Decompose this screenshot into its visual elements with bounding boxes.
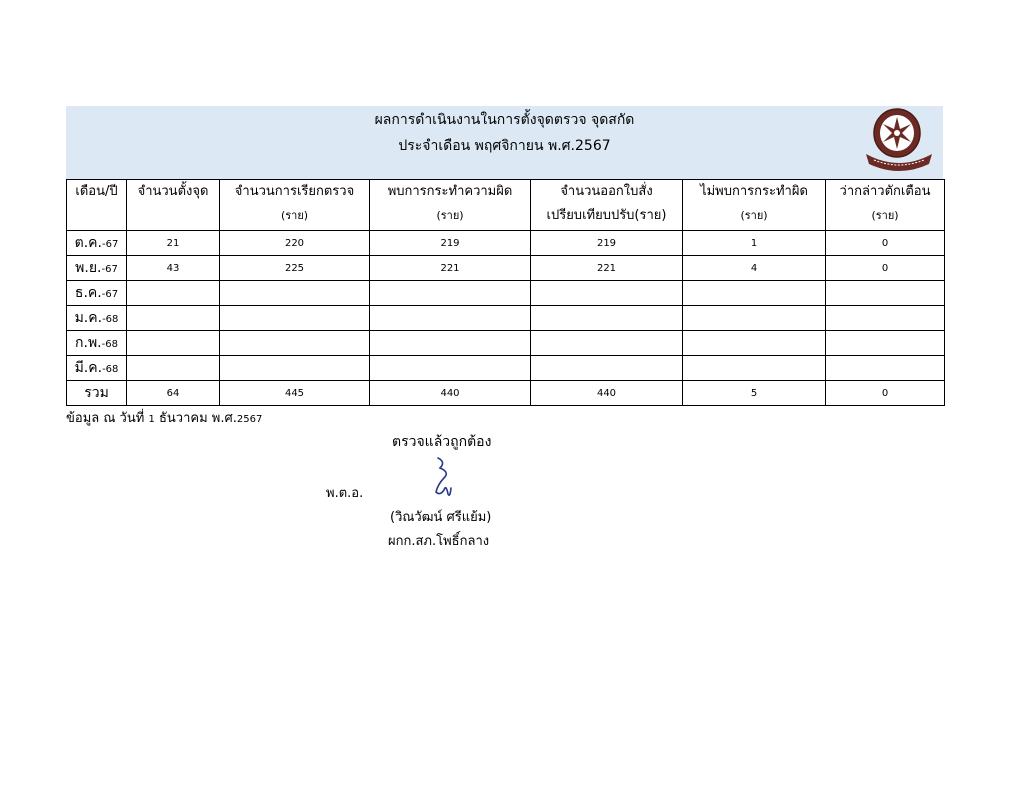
- month-cell: มี.ค.-68: [67, 356, 127, 381]
- table-row: [67, 256, 945, 281]
- month-cell: ก.พ.-68: [67, 331, 127, 356]
- offenses-cell: [370, 281, 531, 306]
- data-as-of-note: ข้อมูล ณ วันที่ 1 ธันวาคม พ.ศ.2567: [66, 411, 263, 426]
- report-subtitle: ประจำเดือน พฤศจิกายน พ.ศ.2567: [398, 138, 611, 154]
- tickets-cell: [531, 331, 683, 356]
- tickets-cell: [531, 281, 683, 306]
- table-row: [67, 306, 945, 331]
- warnings-cell: 0: [826, 231, 945, 256]
- total-row: [67, 381, 945, 406]
- inspections-cell: [220, 281, 370, 306]
- verified-label: ตรวจแล้วถูกต้อง: [392, 434, 492, 450]
- signer-rank: พ.ต.อ.: [326, 486, 364, 501]
- column-header-offenses: พบการกระทำความผิด (ราย): [370, 180, 531, 231]
- no-offense-cell: [683, 281, 826, 306]
- signature-icon: [430, 454, 460, 500]
- warnings-cell: [826, 306, 945, 331]
- police-emblem-icon: [862, 106, 936, 174]
- inspections-cell: [220, 331, 370, 356]
- total-no-offense-cell: 5: [683, 381, 826, 406]
- table-row: [67, 331, 945, 356]
- column-header-tickets: จำนวนออกใบสั่ง เปรียบเทียบปรับ(ราย): [531, 180, 683, 231]
- checkpoints-cell: [127, 306, 220, 331]
- checkpoints-cell: [127, 281, 220, 306]
- total-label: รวม: [67, 381, 127, 406]
- signer-position: ผกก.สภ.โพธิ์กลาง: [388, 534, 490, 549]
- inspections-cell: [220, 356, 370, 381]
- warnings-cell: 0: [826, 256, 945, 281]
- tickets-cell: [531, 306, 683, 331]
- month-cell: ธ.ค.-67: [67, 281, 127, 306]
- offenses-cell: 219: [370, 231, 531, 256]
- results-table: [66, 179, 945, 406]
- total-inspections-cell: 445: [220, 381, 370, 406]
- column-header-month: เดือน/ปี: [67, 180, 127, 231]
- total-offenses-cell: 440: [370, 381, 531, 406]
- inspections-cell: 225: [220, 256, 370, 281]
- month-cell: พ.ย.-67: [67, 256, 127, 281]
- column-header-checkpoints: จำนวนตั้งจุด: [127, 180, 220, 231]
- total-warnings-cell: 0: [826, 381, 945, 406]
- tickets-cell: 219: [531, 231, 683, 256]
- no-offense-cell: [683, 306, 826, 331]
- checkpoints-cell: 21: [127, 231, 220, 256]
- month-cell: ม.ค.-68: [67, 306, 127, 331]
- offenses-cell: [370, 306, 531, 331]
- offenses-cell: [370, 356, 531, 381]
- checkpoints-cell: 43: [127, 256, 220, 281]
- inspections-cell: [220, 306, 370, 331]
- no-offense-cell: 1: [683, 231, 826, 256]
- table-row: [67, 231, 945, 256]
- signer-name: (วิณวัฒน์ ศรีแย้ม): [390, 510, 492, 525]
- tickets-cell: [531, 356, 683, 381]
- column-header-no-offense: ไม่พบการกระทำผิด (ราย): [683, 180, 826, 231]
- table-header-row: [67, 180, 945, 231]
- offenses-cell: 221: [370, 256, 531, 281]
- tickets-cell: 221: [531, 256, 683, 281]
- no-offense-cell: [683, 331, 826, 356]
- no-offense-cell: [683, 356, 826, 381]
- inspections-cell: 220: [220, 231, 370, 256]
- column-header-inspections: จำนวนการเรียกตรวจ (ราย): [220, 180, 370, 231]
- checkpoints-cell: [127, 356, 220, 381]
- table-row: [67, 281, 945, 306]
- warnings-cell: [826, 356, 945, 381]
- warnings-cell: [826, 281, 945, 306]
- month-cell: ต.ค.-67: [67, 231, 127, 256]
- table-row: [67, 356, 945, 381]
- column-header-warnings: ว่ากล่าวตักเตือน (ราย): [826, 180, 945, 231]
- checkpoints-cell: [127, 331, 220, 356]
- report-title: ผลการดำเนินงานในการตั้งจุดตรวจ จุดสกัด: [374, 112, 635, 128]
- no-offense-cell: 4: [683, 256, 826, 281]
- offenses-cell: [370, 331, 531, 356]
- total-checkpoints-cell: 64: [127, 381, 220, 406]
- warnings-cell: [826, 331, 945, 356]
- total-tickets-cell: 440: [531, 381, 683, 406]
